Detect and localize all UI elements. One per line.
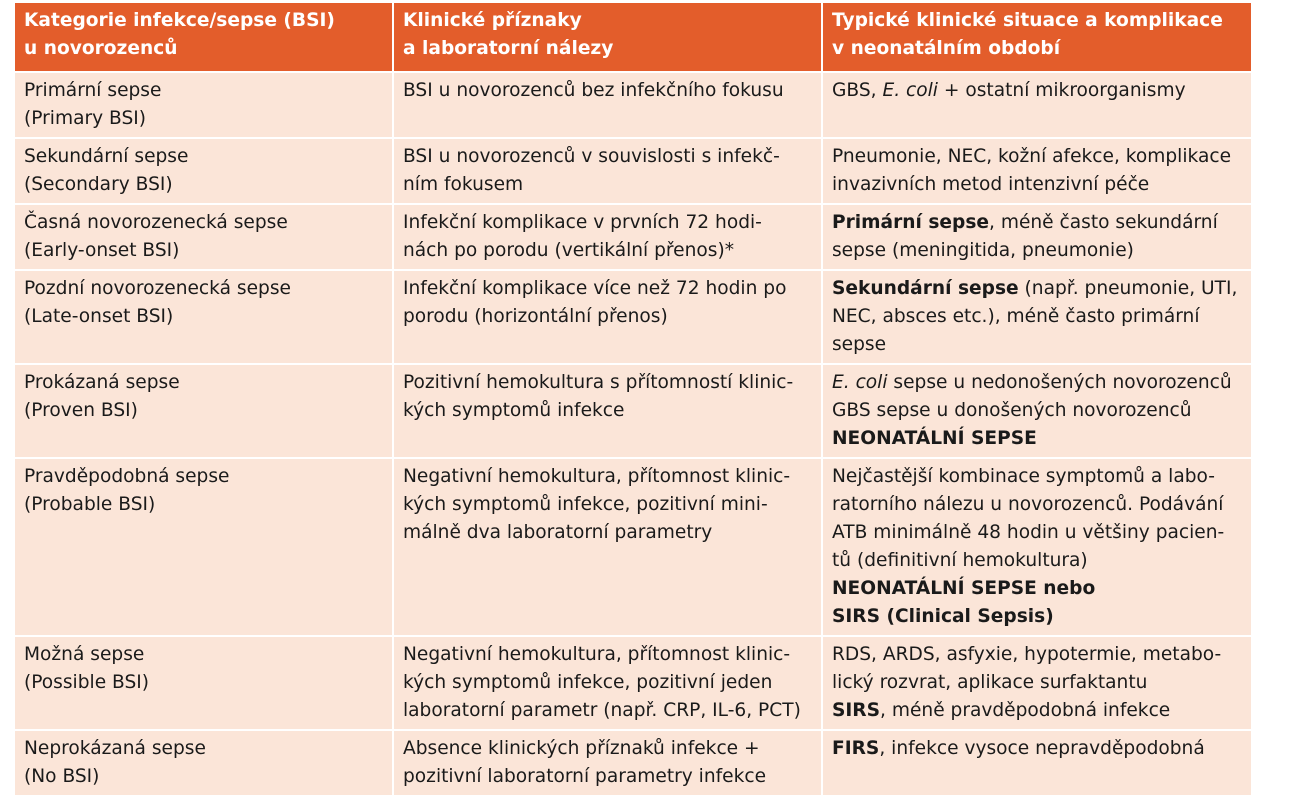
- category-cell: [15, 138, 393, 204]
- situations-text: ratorního nálezu u novorozenců. Podávání: [832, 494, 1224, 515]
- symptoms-text: Absence klinických příznaků infekce +: [403, 738, 760, 759]
- header-category-line1: Kategorie infekce/sepse (BSI): [24, 10, 335, 31]
- category-name: Prokázaná sepse: [24, 372, 180, 393]
- category-english: (Secondary BSI): [24, 174, 173, 195]
- symptoms-text: laboratorní parametr (např. CRP, IL-6, PCT): [403, 700, 801, 721]
- symptoms-text: kých symptomů infekce, pozitivní jeden: [403, 672, 773, 693]
- category-english: (Early-onset BSI): [24, 240, 180, 261]
- situations-pre: GBS,: [832, 80, 883, 101]
- category-name: Sekundární sepse: [24, 146, 189, 167]
- situations-text: lický rozvrat, aplikace surfaktantu: [832, 672, 1148, 693]
- category-cell: [15, 270, 393, 364]
- symptoms-text: nách po porodu (vertikální přenos)*: [403, 240, 735, 261]
- situations-cell: [822, 204, 1251, 270]
- header-situations: [822, 3, 1251, 72]
- situations-text: sepse (meningitida, pneumonie): [832, 240, 1134, 261]
- header-category-line2: u novorozenců: [24, 38, 178, 59]
- table-row: [15, 204, 1251, 270]
- category-cell: [15, 636, 393, 730]
- header-situations-line1: Typické klinické situace a komplikace: [832, 10, 1223, 31]
- situations-bold: NEONATÁLNÍ SEPSE: [832, 428, 1037, 449]
- situations-rest: , infekce vysoce nepravděpodobná: [879, 738, 1205, 759]
- symptoms-text: málně dva laboratorní parametry: [403, 522, 713, 543]
- category-english: (Proven BSI): [24, 400, 138, 421]
- category-english: (No BSI): [24, 766, 100, 787]
- situations-cell: [822, 138, 1251, 204]
- symptoms-text: Pozitivní hemokultura s přítomností klinic-: [403, 372, 794, 393]
- category-name: Možná sepse: [24, 644, 145, 665]
- category-name: Pozdní novorozenecká sepse: [24, 278, 291, 299]
- situations-text: [832, 735, 1242, 763]
- category-name: Primární sepse: [24, 80, 162, 101]
- table-row: [15, 636, 1251, 730]
- situations-bold: Sekundární sepse: [832, 278, 1019, 299]
- symptoms-text: Infekční komplikace v prvních 72 hodi-: [403, 212, 762, 233]
- situations-italic: E. coli: [832, 372, 888, 393]
- symptoms-cell: [393, 364, 822, 458]
- situations-cell: [822, 364, 1251, 458]
- situations-text: tů (definitivní hemokultura): [832, 550, 1088, 571]
- situations-text: [832, 77, 1242, 105]
- symptoms-cell: [393, 458, 822, 636]
- symptoms-text: BSI u novorozenců v souvislosti s infekč-: [403, 146, 780, 167]
- situations-text: NEC, absces etc.), méně často primární: [832, 306, 1200, 327]
- table-row: [15, 72, 1251, 138]
- situations-bold: Primární sepse: [832, 212, 990, 233]
- category-english: (Probable BSI): [24, 494, 156, 515]
- situations-text: [832, 275, 1242, 303]
- category-cell: [15, 204, 393, 270]
- situations-cell: [822, 730, 1251, 795]
- header-situations-line2: v neonatálním období: [832, 38, 1061, 59]
- category-english: (Primary BSI): [24, 108, 146, 129]
- category-name: Pravděpodobná sepse: [24, 466, 230, 487]
- situations-cell: [822, 636, 1251, 730]
- situations-text: [832, 697, 1242, 725]
- situations-post: + ostatní mikroorganismy: [937, 80, 1186, 101]
- situations-bold: NEONATÁLNÍ SEPSE nebo: [832, 578, 1096, 599]
- situations-rest: sepse u nedonošených novorozenců: [887, 372, 1232, 393]
- symptoms-cell: [393, 72, 822, 138]
- symptoms-cell: [393, 636, 822, 730]
- sepsis-table-container: [15, 3, 1251, 795]
- symptoms-text: porodu (horizontální přenos): [403, 306, 668, 327]
- category-name: Časná novorozenecká sepse: [24, 212, 288, 233]
- header-symptoms-line2: a laboratorní nálezy: [403, 38, 614, 59]
- table-row: [15, 458, 1251, 636]
- situations-text: [832, 369, 1242, 397]
- symptoms-text: Negativní hemokultura, přítomnost klinic-: [403, 644, 791, 665]
- symptoms-text: kých symptomů infekce: [403, 400, 625, 421]
- header-symptoms: [393, 3, 822, 72]
- symptoms-text: ním fokusem: [403, 174, 524, 195]
- category-cell: [15, 730, 393, 795]
- symptoms-cell: [393, 270, 822, 364]
- table-row: [15, 138, 1251, 204]
- situations-italic: E. coli: [882, 80, 938, 101]
- category-cell: [15, 364, 393, 458]
- situations-text: ATB minimálně 48 hodin u většiny pacien-: [832, 522, 1225, 543]
- symptoms-cell: [393, 730, 822, 795]
- symptoms-text: BSI u novorozenců bez infekčního fokusu: [403, 80, 784, 101]
- situations-rest: (např. pneumonie, UTI,: [1018, 278, 1238, 299]
- header-category: [15, 3, 393, 72]
- table-row: [15, 730, 1251, 795]
- situations-rest: , méně pravděpodobná infekce: [880, 700, 1171, 721]
- situations-text: Pneumonie, NEC, kožní afekce, komplikace: [832, 146, 1232, 167]
- category-english: (Late-onset BSI): [24, 306, 174, 327]
- symptoms-text: pozitivní laboratorní parametry infekce: [403, 766, 767, 787]
- symptoms-text: kých symptomů infekce, pozitivní mini-: [403, 494, 768, 515]
- situations-bold: SIRS (Clinical Sepsis): [832, 606, 1054, 627]
- situations-text: invazivních metod intenzivní péče: [832, 174, 1150, 195]
- table-row: [15, 364, 1251, 458]
- situations-cell: [822, 72, 1251, 138]
- category-english: (Possible BSI): [24, 672, 150, 693]
- header-symptoms-line1: Klinické příznaky: [403, 10, 582, 31]
- situations-text: [832, 209, 1242, 237]
- symptoms-cell: [393, 204, 822, 270]
- situations-text: sepse: [832, 334, 887, 355]
- situations-text: RDS, ARDS, asfyxie, hypotermie, metabo-: [832, 644, 1222, 665]
- table-header-row: [15, 3, 1251, 72]
- situations-bold: SIRS: [832, 700, 881, 721]
- symptoms-text: Negativní hemokultura, přítomnost klinic-: [403, 466, 791, 487]
- table-row: [15, 270, 1251, 364]
- situations-text: GBS sepse u donošených novorozenců: [832, 400, 1192, 421]
- situations-rest: , méně často sekundární: [989, 212, 1218, 233]
- category-cell: [15, 458, 393, 636]
- situations-cell: [822, 458, 1251, 636]
- sepsis-classification-table: [15, 3, 1251, 795]
- symptoms-cell: [393, 138, 822, 204]
- situations-text: Nejčastější kombinace symptomů a labo-: [832, 466, 1215, 487]
- category-cell: [15, 72, 393, 138]
- situations-bold: FIRS: [832, 738, 880, 759]
- symptoms-text: Infekční komplikace více než 72 hodin po: [403, 278, 787, 299]
- situations-cell: [822, 270, 1251, 364]
- category-name: Neprokázaná sepse: [24, 738, 206, 759]
